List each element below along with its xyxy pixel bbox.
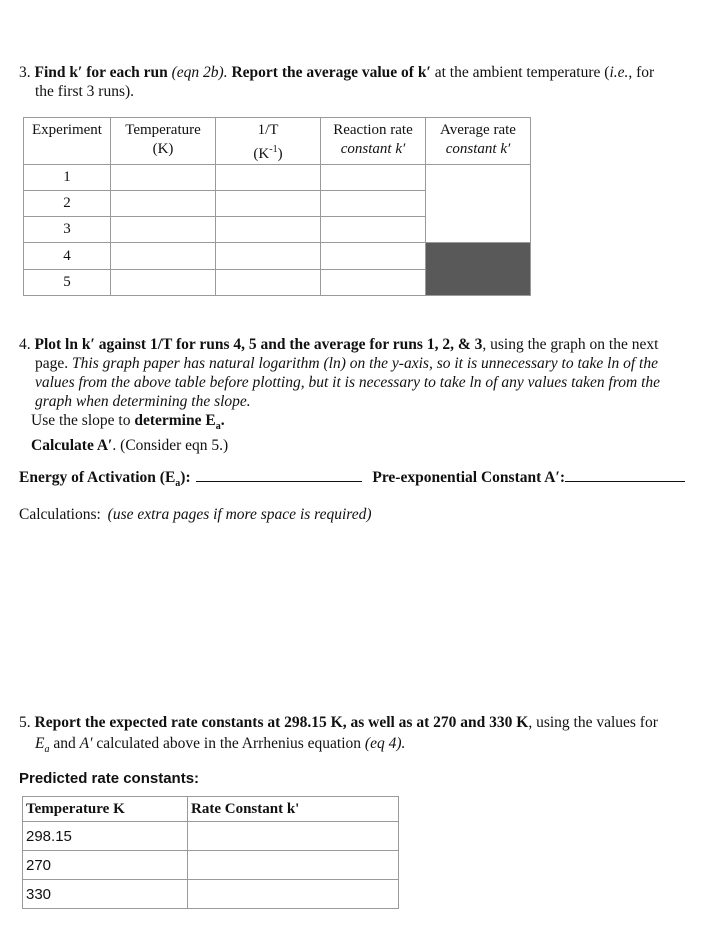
rate-constant-cell[interactable]	[321, 243, 426, 270]
average-rate-cell[interactable]	[426, 165, 531, 243]
table-row: 298.15	[23, 822, 399, 851]
runs-table	[23, 117, 531, 296]
inverse-t-cell[interactable]	[216, 270, 321, 296]
q4-note-italic: This graph paper has natural logarithm (ln) on the y-axis, so it is unnecessary to take ln of the	[72, 355, 658, 372]
table-row: 270	[23, 851, 399, 880]
q3-instruction-bold: Find k′ for each run	[34, 64, 168, 81]
temperature-cell[interactable]	[111, 243, 216, 270]
temperature-cell[interactable]	[111, 165, 216, 191]
calculations-line: Calculations: (use extra pages if more space is required)	[19, 506, 372, 523]
energy-answer-row	[19, 467, 709, 489]
predicted-rate-cell[interactable]	[188, 851, 399, 880]
inverse-t-cell[interactable]	[216, 165, 321, 191]
temperature-cell[interactable]	[111, 191, 216, 217]
predicted-title: Predicted rate constants:	[19, 770, 200, 787]
header-experiment: Experiment	[24, 118, 111, 165]
q3-line-2: the first 3 runs).	[35, 83, 135, 100]
table-row: 330	[23, 880, 399, 909]
question-3: 3. Find k′ for each run (eqn 2b). Report the average value of k′ at the ambient temperature (i.e., for the first 3 runs).	[19, 63, 709, 101]
predicted-header-row	[23, 797, 399, 822]
header-average-rate: Average rate constant k′	[426, 118, 531, 165]
header-temperature-k: Temperature K	[23, 797, 188, 822]
rate-constant-cell[interactable]	[321, 217, 426, 243]
pre-exponential-label: Pre-exponential Constant A′:	[372, 469, 566, 486]
pre-exponential-answer-blank[interactable]	[565, 467, 685, 482]
question-4: 4. Plot ln k′ against 1/T for runs 4, 5 and the average for runs 1, 2, & 3, using the graph on the next page. This graph paper has natural logarithm (ln) on the y-axis, so it is unnecessary to take ln of the values from the above table before plotting, but it is necessary to take ln of any values taken from the graph when determining the slope. Use the slope to determine $E_a$. Calculate A′. (Consider eqn 5.)	[19, 336, 661, 455]
header-rate-constant-k: Rate Constant k'	[188, 797, 399, 822]
inverse-t-cell[interactable]	[216, 191, 321, 217]
rate-constant-cell[interactable]	[321, 165, 426, 191]
q3-eqn-ref: (eqn 2b).	[171, 64, 228, 81]
predicted-rate-cell[interactable]	[188, 822, 399, 851]
table-row: 5	[24, 270, 531, 296]
rate-constant-cell[interactable]	[321, 270, 426, 296]
header-temperature: Temperature (K)	[111, 118, 216, 165]
inverse-t-cell[interactable]	[216, 217, 321, 243]
table-row: 1	[24, 165, 531, 191]
header-inverse-t: 1/T $(K^{-1})$	[216, 118, 321, 165]
energy-label: Energy of Activation $(E_a)$:	[19, 469, 191, 490]
table-row: 4	[24, 243, 531, 270]
predicted-rate-cell[interactable]	[188, 880, 399, 909]
question-5: 5. Report the expected rate constants at 298.15 K, as well as at 270 and 330 K, using the values for $E_a$ and A′ calculated above in the Arrhenius equation (eq 4).	[19, 714, 658, 756]
q4-instruction-bold: Plot ln k′ against 1/T for runs 4, 5 and the average for runs 1, 2, & 3	[34, 336, 483, 353]
inverse-t-cell[interactable]	[216, 243, 321, 270]
q5-instruction-bold: Report the expected rate constants at 298.15 K, as well as at 270 and 330 K	[34, 714, 529, 731]
question-number: 3.	[19, 64, 31, 81]
predicted-table	[22, 796, 399, 909]
rate-constant-cell[interactable]	[321, 191, 426, 217]
q3-report-bold: Report the average value of k′	[231, 64, 431, 81]
shaded-cell	[426, 243, 531, 296]
energy-answer-blank[interactable]	[196, 467, 362, 482]
temperature-cell[interactable]	[111, 270, 216, 296]
table-row: 3	[24, 217, 531, 243]
temperature-cell[interactable]	[111, 217, 216, 243]
table-header-row	[24, 118, 531, 165]
table-row: 2	[24, 191, 531, 217]
header-rate-constant: Reaction rate constant k′	[321, 118, 426, 165]
